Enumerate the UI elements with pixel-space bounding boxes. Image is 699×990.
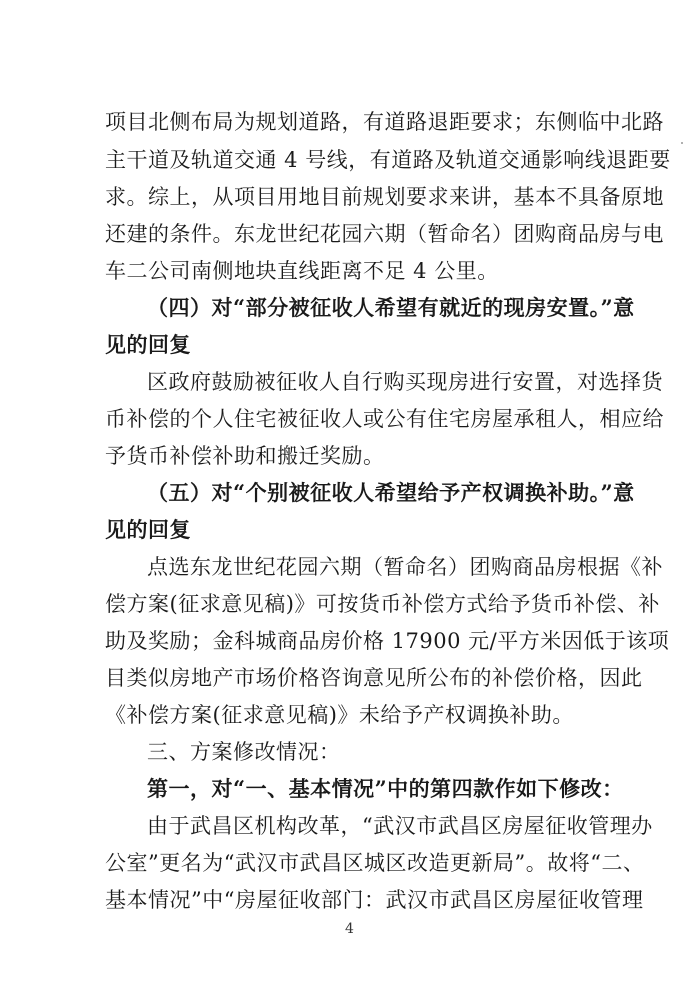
subsection-heading-1: 第一，对“一、基本情况”中的第四款作如下修改： bbox=[147, 776, 624, 801]
text-line-8: 区政府鼓励被征收人自行购买现房进行安置，对选择货 bbox=[147, 370, 663, 394]
text-line-10: 予货币补偿补助和搬迁奖励。 bbox=[105, 444, 385, 468]
text-line-14: 偿方案(征求意见稿)》可按货币补偿方式给予货币补偿、补 bbox=[105, 592, 660, 616]
text-line-2: 主干道及轨道交通 4 号线，有道路及轨道交通影响线退距要 bbox=[105, 148, 671, 172]
scan-artifact-dot bbox=[681, 142, 683, 144]
text-line-3: 求。综上，从项目用地目前规划要求来讲，基本不具备原地 bbox=[105, 185, 664, 209]
text-line-9: 币补偿的个人住宅被征收人或公有住宅房屋承租人，相应给 bbox=[105, 407, 664, 431]
text-line-15: 助及奖励；金科城商品房价格 17900 元/平方米因低于该项 bbox=[105, 629, 670, 653]
text-line-1: 项目北侧布局为规划道路，有道路退距要求；东侧临中北路 bbox=[105, 110, 664, 134]
text-line-5: 车二公司南侧地块直线距离不足 4 公里。 bbox=[105, 259, 499, 283]
text-line-16: 目类似房地产市场价格咨询意见所公布的补偿价格，因此 bbox=[105, 666, 643, 690]
section-heading-4: （四）对“部分被征收人希望有就近的现房安置。”意 bbox=[147, 295, 635, 320]
page-number: 4 bbox=[345, 921, 354, 937]
section-heading-5-cont: 见的回复 bbox=[105, 517, 191, 542]
section-heading-3: 三、方案修改情况： bbox=[147, 740, 341, 764]
text-line-4: 还建的条件。东龙世纪花园六期（暂命名）团购商品房与电 bbox=[105, 222, 664, 246]
text-line-22: 基本情况”中“房屋征收部门：武汉市武昌区房屋征收管理 bbox=[105, 888, 644, 912]
text-line-20: 由于武昌区机构改革，“武汉市武昌区房屋征收管理办 bbox=[147, 814, 653, 838]
text-line-17: 《补偿方案(征求意见稿)》未给予产权调换补助。 bbox=[105, 703, 574, 727]
section-heading-4-cont: 见的回复 bbox=[105, 332, 191, 357]
section-heading-5: （五）对“个别被征收人希望给予产权调换补助。”意 bbox=[147, 480, 635, 505]
text-line-13: 点选东龙世纪花园六期（暂命名）团购商品房根据《补 bbox=[147, 555, 663, 579]
text-line-21: 公室”更名为“武汉市武昌区城区改造更新局”。故将“二、 bbox=[105, 851, 645, 875]
